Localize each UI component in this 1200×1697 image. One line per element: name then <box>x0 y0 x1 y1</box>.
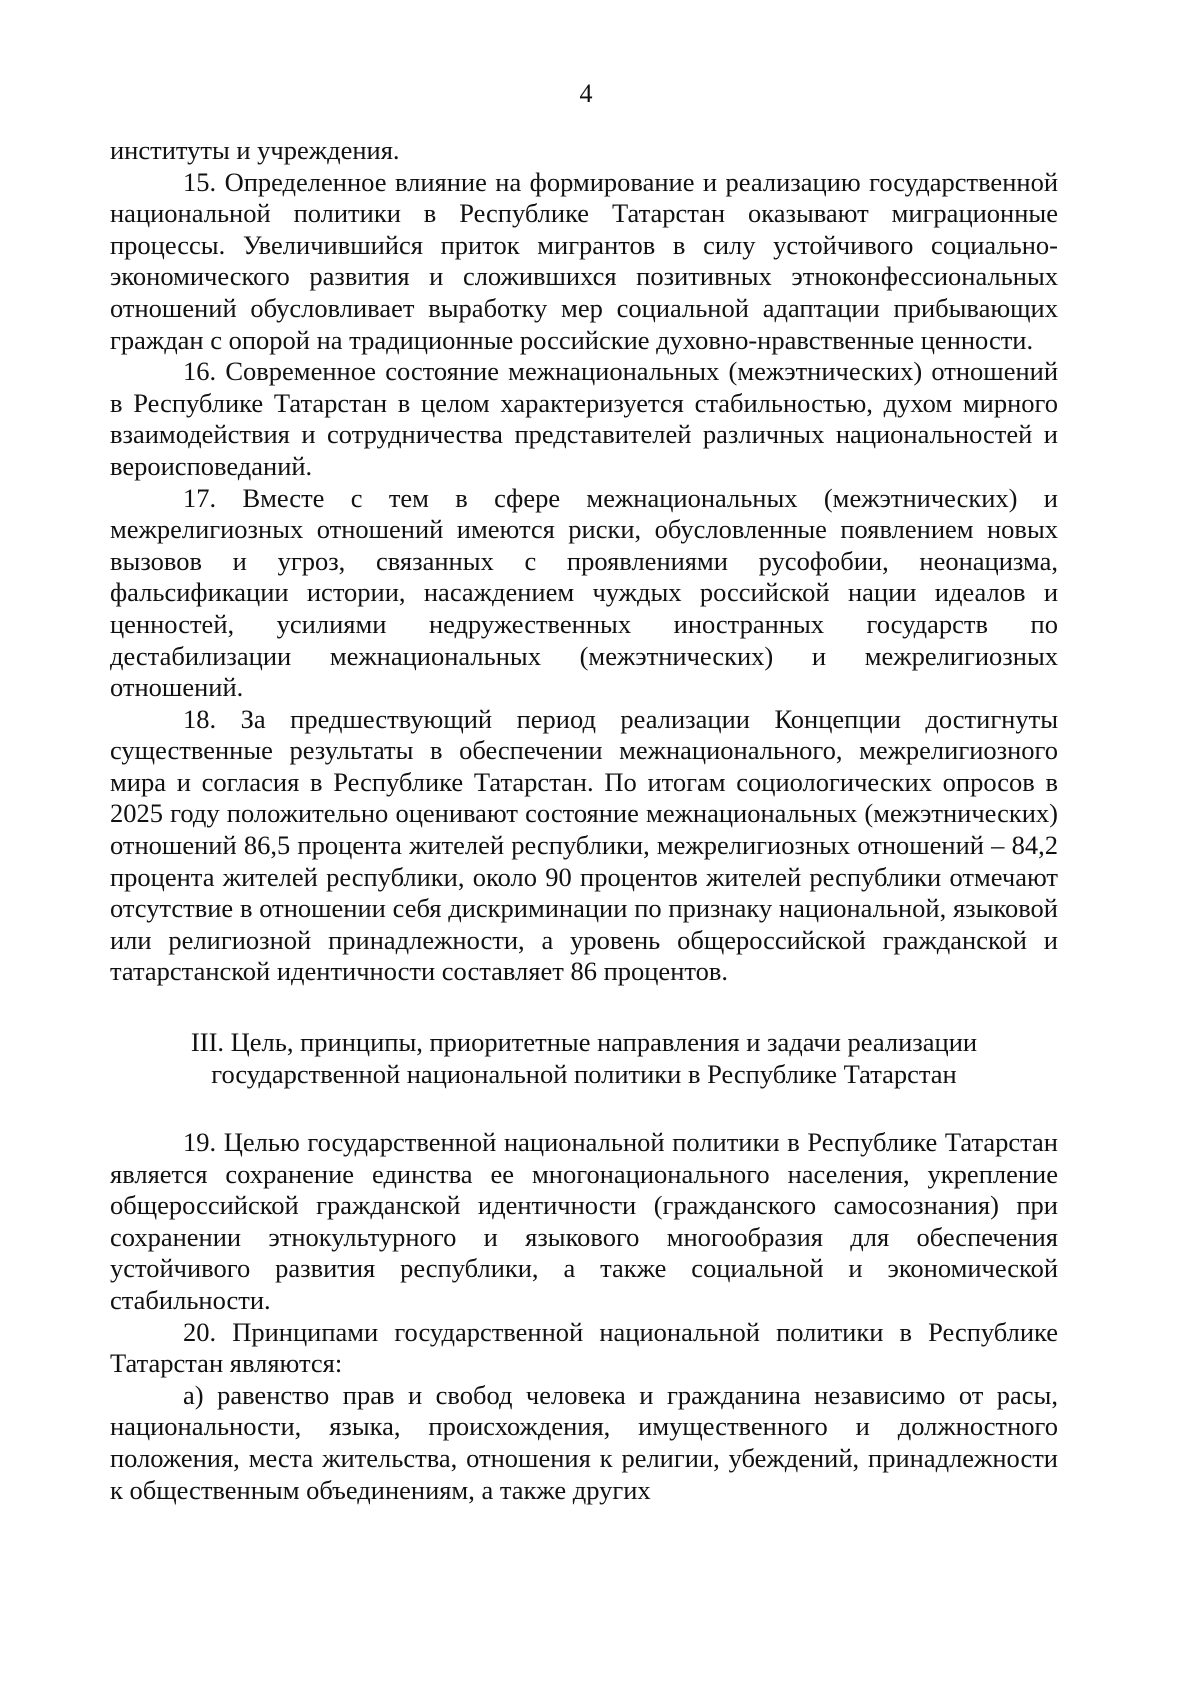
paragraph-17: 17. Вместе с тем в сфере межнациональных (межэтнических) и межрелигиозных отношений имеются риски, обусловленные появлением новых вызовов и угроз, связанных с проявлениями русофобии, неонацизма, фальсификации истории, насаждением чуждых российской нации идеалов и ценностей, усилиями недружественных иностранных государств по дестабилизации межнациональных (межэтнических) и межрелигиозных отношений. <box>110 482 1058 703</box>
document-body <box>110 135 1058 1506</box>
paragraph-20: 20. Принципами государственной национальной политики в Республике Татарстан являются: <box>110 1316 1058 1379</box>
paragraph-15: 15. Определенное влияние на формирование и реализацию государственной национальной политики в Республике Татарстан оказывают миграционные процессы. Увеличившийся приток мигрантов в силу устойчивого социально-экономического развития и сложившихся позитивных этноконфессиональных отношений обусловливает выработку мер социальной адаптации прибывающих граждан с опорой на традиционные российские духовно-нравственные ценности. <box>110 166 1058 355</box>
paragraph-18: 18. За предшествующий период реализации Концепции достигнуты существенные результаты в обеспечении межнационального, межрелигиозного мира и согласия в Республике Татарстан. По итогам социологических опросов в 2025 году положительно оценивают состояние межнациональных (межэтнических) отношений 86,5 процента жителей республики, межрелигиозных отношений – 84,2 процента жителей республики, около 90 процентов жителей республики отмечают отсутствие в отношении себя дискриминации по признаку национальной, языковой или религиозной принадлежности, а уровень общероссийской гражданской и татарстанской идентичности составляет 86 процентов. <box>110 703 1058 987</box>
paragraph-19: 19. Целью государственной национальной политики в Республике Татарстан является сохранение единства ее многонационального населения, укрепление общероссийской гражданской идентичности (гражданского самосознания) при сохранении этнокультурного и языкового многообразия для обеспечения устойчивого развития республики, а также социальной и экономической стабильности. <box>110 1127 1058 1315</box>
paragraph-20a: а) равенство прав и свобод человека и гражданина независимо от расы, национальности, языка, происхождения, имущественного и должностного положения, места жительства, отношения к религии, убеждений, принадлежности к общественным объединениям, а также других <box>110 1379 1058 1505</box>
section-heading-line-2: государственной национальной политики в Республике Татарстан <box>211 1059 957 1090</box>
paragraph-continuation: институты и учреждения. <box>110 135 400 165</box>
paragraph-16: 16. Современное состояние межнациональных (межэтнических) отношений в Республике Татарстан в целом характеризуется стабильностью, духом мирного взаимодействия и сотрудничества представителей различных национальностей и вероисповеданий. <box>110 356 1058 481</box>
section-heading-line-1: III. Цель, принципы, приоритетные направления и задачи реализации <box>190 1027 978 1058</box>
section-heading <box>110 1026 1058 1090</box>
page-number: 4 <box>579 79 593 108</box>
